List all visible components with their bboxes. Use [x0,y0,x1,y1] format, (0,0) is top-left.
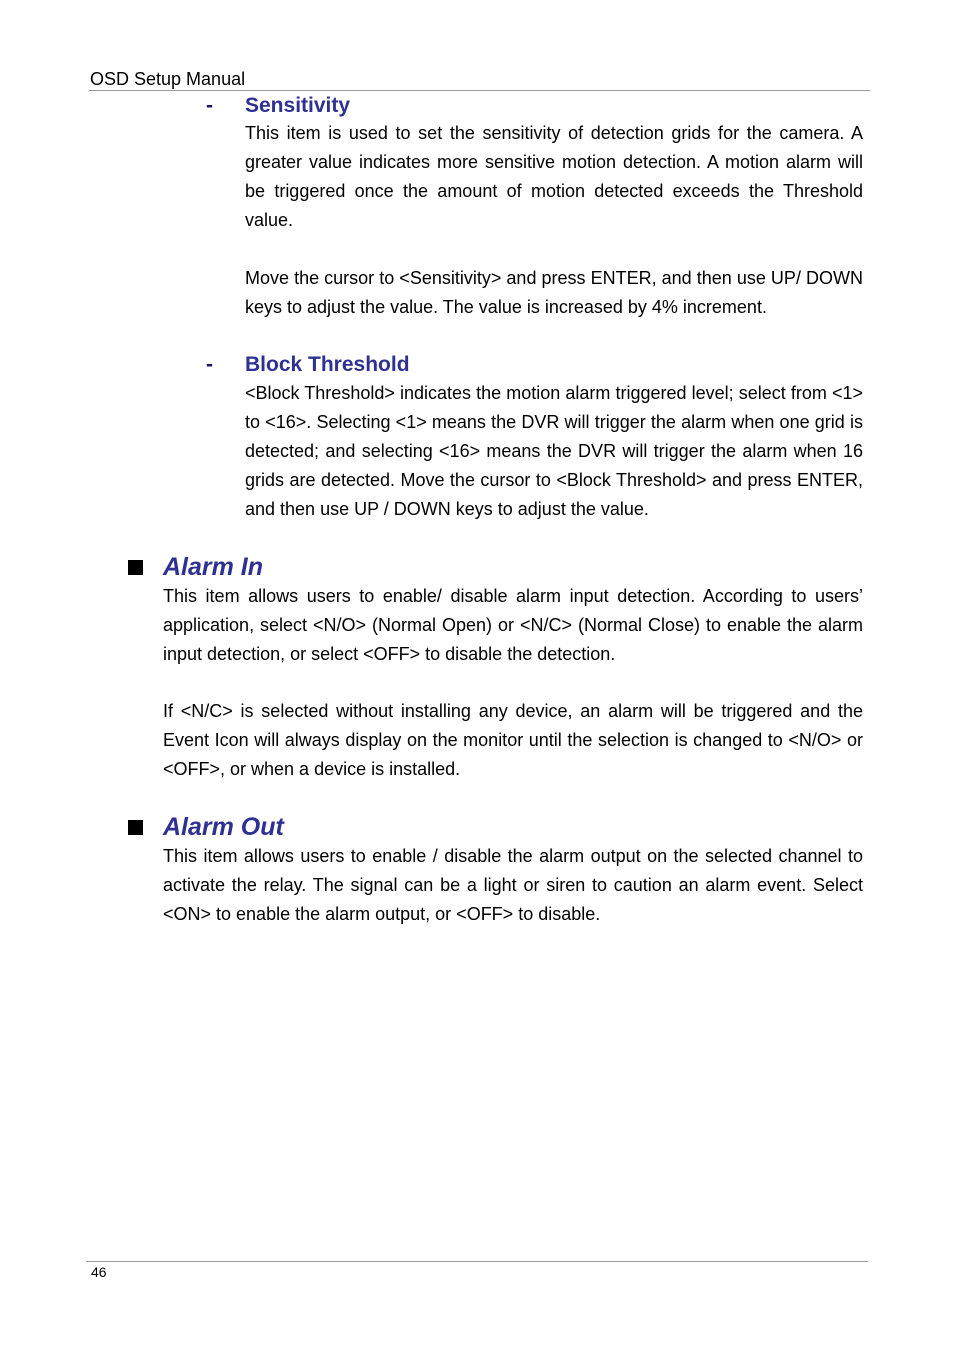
alarm-in-paragraph-1: This item allows users to enable/ disable alarm input detection. According to users’ application, select <N/O> (Normal Open) or <N/C> (Normal Close) to enable the alarm input detection, or select <OFF> to disable the detection. [163,586,863,664]
footer-divider [86,1261,868,1262]
alarm-in-paragraph-2: If <N/C> is selected without installing any device, an alarm will be triggered and the Event Icon will always display on the monitor until the selection is changed to <N/O> or <OFF>, or when a device is installed. [163,701,863,779]
block-threshold-bullet: - [206,353,213,376]
running-header: OSD Setup Manual [90,69,246,89]
page-number: 46 [91,1264,107,1280]
block-threshold-paragraph: <Block Threshold> indicates the motion alarm triggered level; select from <1> to <16>. Selecting <1> means the DVR will trigger the alarm when one grid is detected; and selecting <16> means the DVR will trigger the alarm when 16 grids are detected. Move the cursor to <Block Threshold> and press ENTER, and then use UP / DOWN keys to adjust the value. [245,383,863,519]
alarm-in-heading: Alarm In [163,553,264,581]
square-bullet-icon [128,560,143,575]
sensitivity-bullet: - [206,94,213,117]
alarm-out-heading: Alarm Out [163,813,284,841]
sensitivity-paragraph-1: This item is used to set the sensitivity of detection grids for the camera. A greater value indicates more sensitive motion detection. A motion alarm will be triggered once the amount of motion detected exceeds the Threshold value. [245,123,863,230]
header-divider [89,90,870,91]
sensitivity-paragraph-2: Move the cursor to <Sensitivity> and press ENTER, and then use UP/ DOWN keys to adjust the value. The value is increased by 4% increment. [245,268,863,317]
sensitivity-heading: Sensitivity [245,94,351,117]
alarm-out-paragraph: This item allows users to enable / disable the alarm output on the selected channel to activate the relay. The signal can be a light or siren to caution an alarm event. Select <ON> to enable the alarm output, or <OFF> to disable. [163,846,863,924]
square-bullet-icon [128,820,143,835]
block-threshold-heading: Block Threshold [245,353,410,376]
